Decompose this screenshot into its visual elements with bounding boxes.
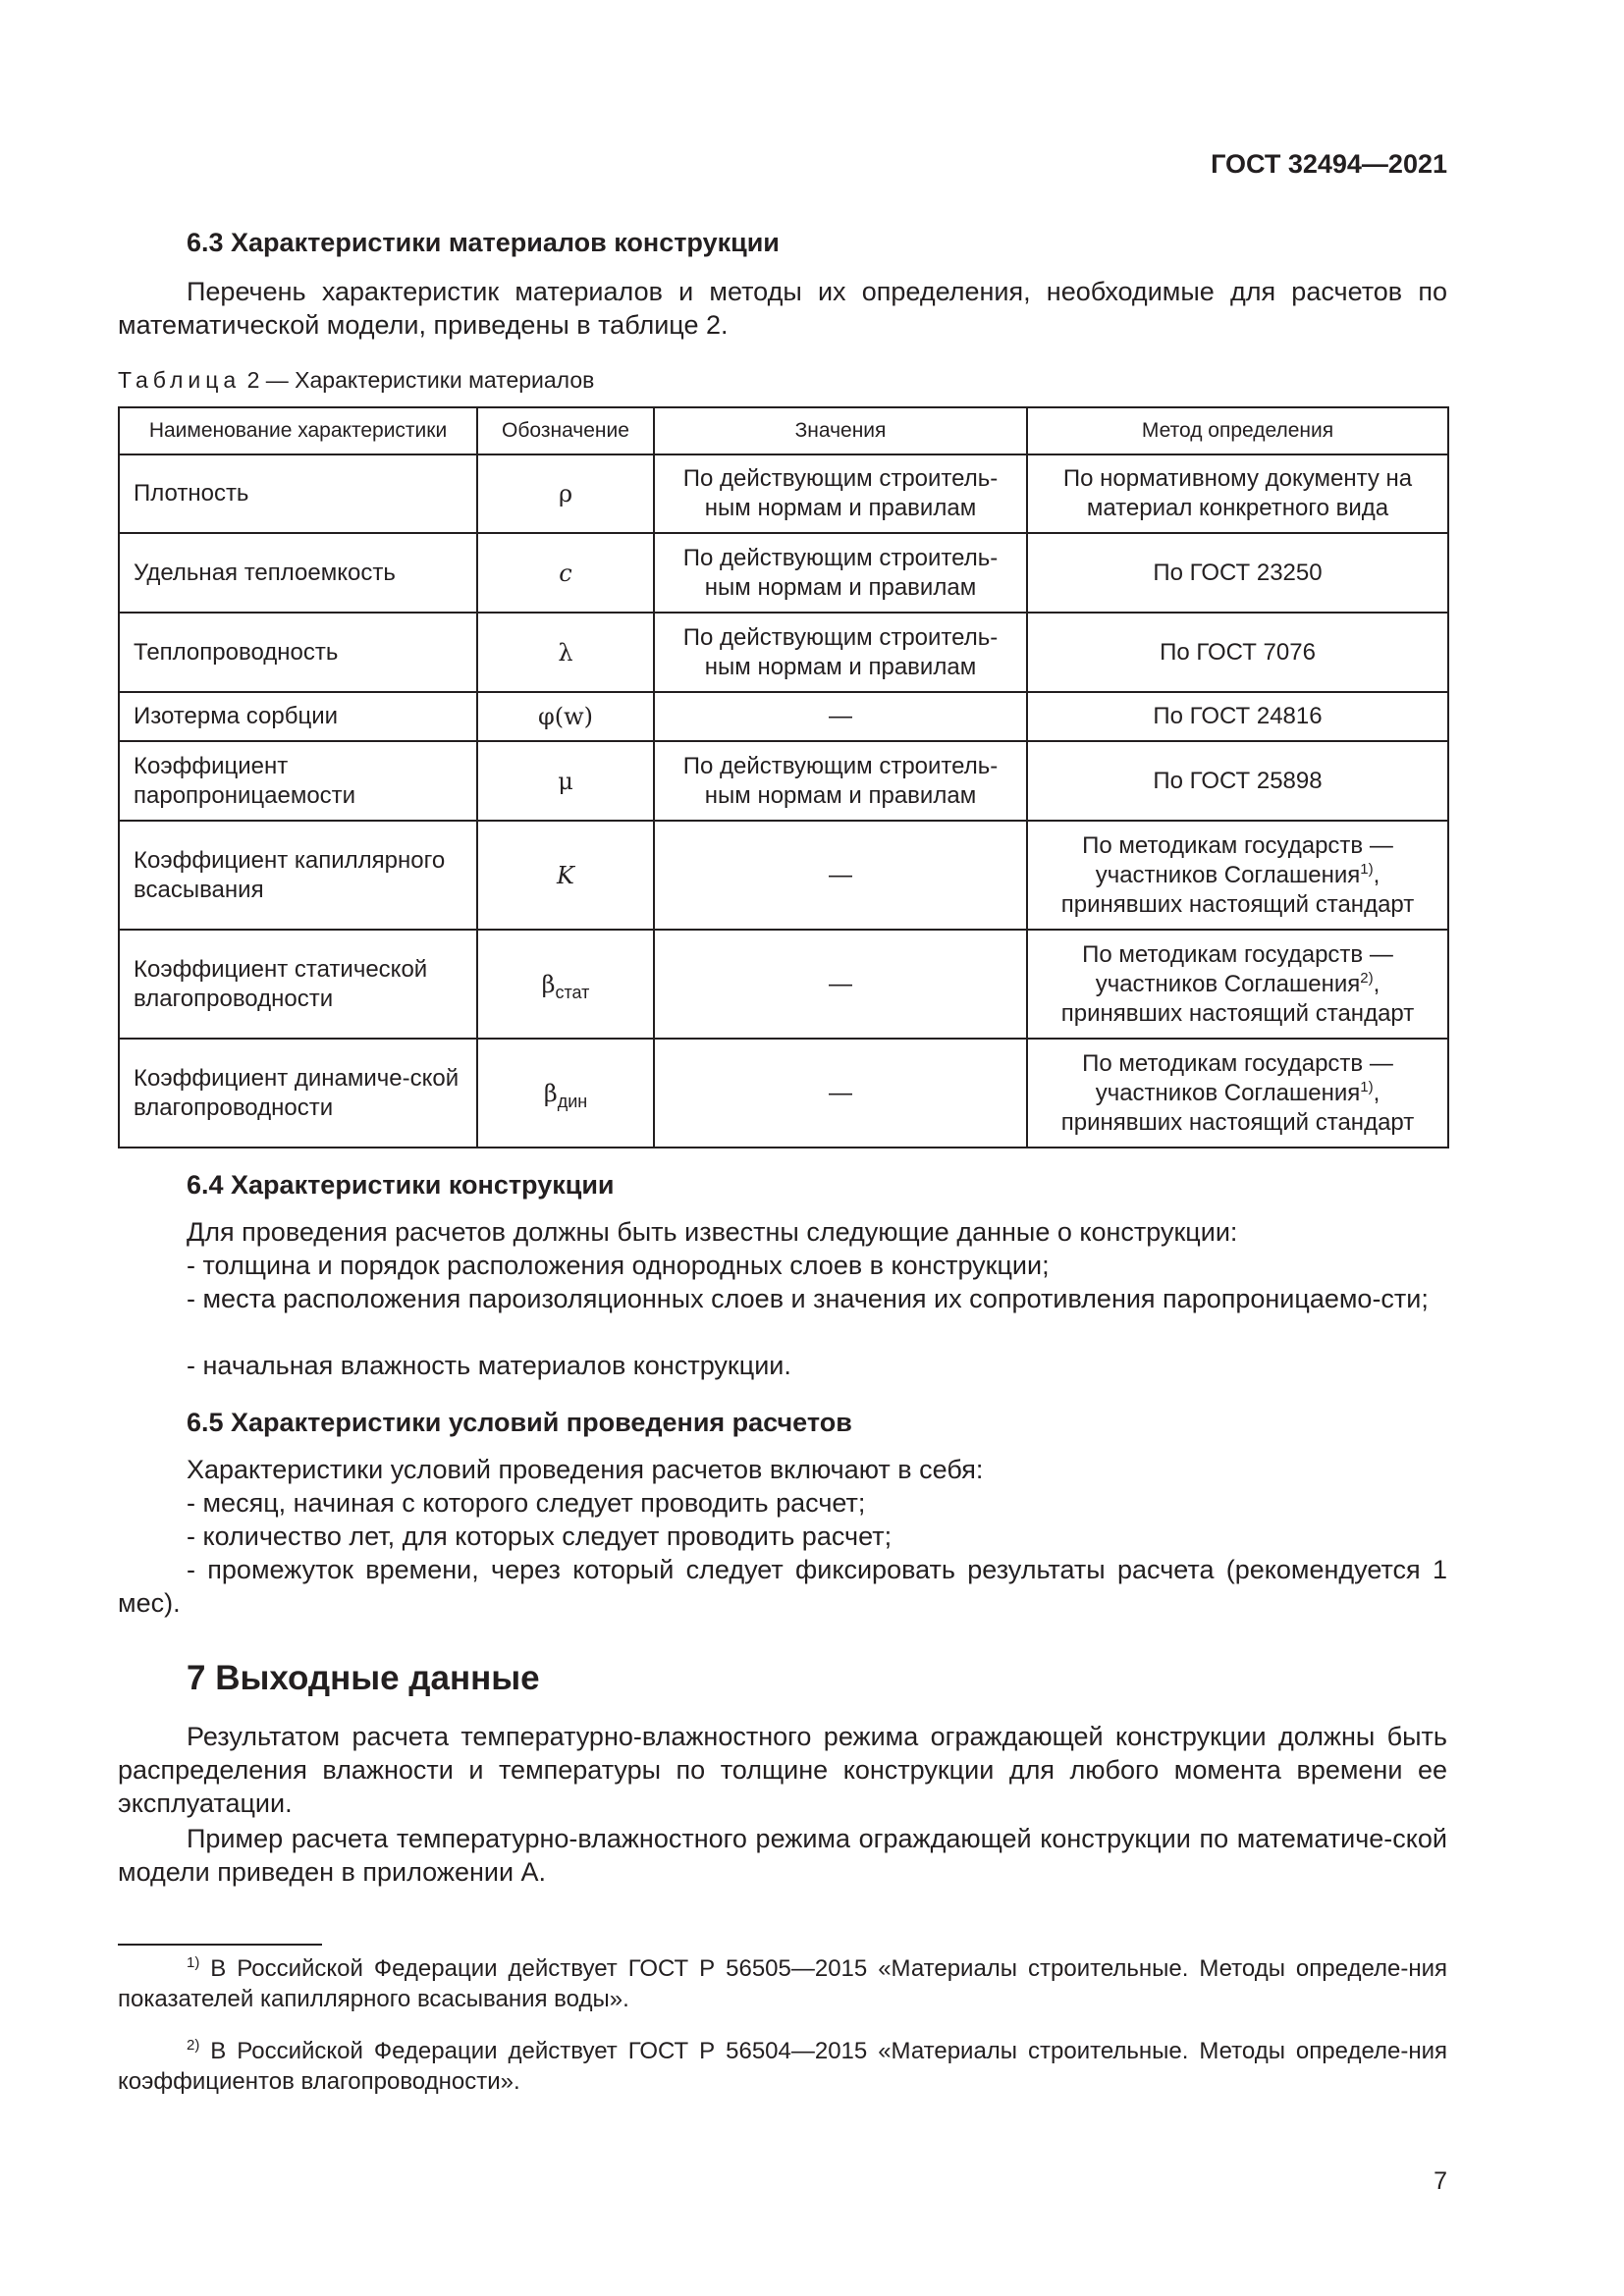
table-row [119,930,1448,1039]
footnote [118,2036,1447,2097]
table-cell-name: Коэффициент капиллярного всасывания [119,821,477,930]
table-cell-method: По ГОСТ 24816 [1027,692,1448,741]
list-item: - места расположения пароизоляционных слоев и значения их сопротивления паропроницаемо-сти; [187,1284,1429,1313]
table-caption-title: 2 — Характеристики материалов [246,367,595,393]
table-row [119,741,1448,821]
table-cell-symbol: ρ [477,454,654,533]
table-cell-symbol [477,1039,654,1148]
table-row [119,692,1448,741]
table-row [119,454,1448,533]
table-cell-values: По действующим строитель-ным нормам и правилам [654,741,1027,821]
method-text-tail: , принявших настоящий стандарт [1060,970,1415,1027]
table-cell-symbol: K [477,821,654,930]
method-text-tail: , принявших настоящий стандарт [1060,1079,1415,1136]
table-cell-method [1027,930,1448,1039]
table-cell-values: — [654,821,1027,930]
table-cell-method [1027,821,1448,930]
table-cell-symbol: μ [477,741,654,821]
table-cell-values: По действующим строитель-ным нормам и правилам [654,454,1027,533]
footnote-text: В Российской Федерации действует ГОСТ Р 56504—2015 «Материалы строительные. Методы определе-ния коэффициентов влагопроводности». [118,2038,1447,2095]
footnote-text: В Российской Федерации действует ГОСТ Р 56505—2015 «Материалы строительные. Методы определе-ния показателей капиллярного всасывания воды». [118,1955,1447,2012]
symbol-base: β [541,970,556,998]
method-text: По методикам государств — участников Соглашения [1082,940,1393,997]
footnote-mark: 2) [187,2037,200,2054]
section-6-5-intro: Характеристики условий проведения расчетов включают в себя: [187,1455,984,1484]
materials-table [118,406,1449,1148]
table-header-row [119,407,1448,454]
symbol-base: β [543,1079,558,1107]
table-caption-label: Таблица [118,367,242,393]
table-cell-name: Изотерма сорбции [119,692,477,741]
table-cell-method: По ГОСТ 25898 [1027,741,1448,821]
table-cell-method [1027,1039,1448,1148]
table-cell-values: По действующим строитель-ным нормам и правилам [654,613,1027,692]
table-cell-symbol [477,930,654,1039]
section-6-4-intro: Для проведения расчетов должны быть известны следующие данные о конструкции: [187,1217,1238,1247]
table-cell-values: — [654,1039,1027,1148]
list-item: - начальная влажность материалов конструкции. [187,1351,791,1380]
method-text: По методикам государств — участников Соглашения [1082,1049,1393,1106]
document-code: ГОСТ 32494—2021 [1211,149,1447,179]
column-header: Обозначение [477,407,654,454]
table-cell-method: По нормативному документу на материал конкретного вида [1027,454,1448,533]
footnote-mark: 1) [187,1954,200,1971]
table-caption [118,367,594,394]
column-header: Значения [654,407,1027,454]
column-header: Метод определения [1027,407,1448,454]
section-6-4-heading: 6.4 Характеристики конструкции [187,1170,615,1200]
table-cell-symbol: c [477,533,654,613]
footnote [118,1953,1447,2014]
list-item: - промежуток времени, через который следует фиксировать результаты расчета (рекомендуется 1 мес). [118,1555,1447,1618]
section-7-paragraph: Пример расчета температурно-влажностного режима ограждающей конструкции по математиче-ской модели приведен в приложении А. [118,1824,1447,1887]
table-cell-name: Удельная теплоемкость [119,533,477,613]
table-cell-name: Теплопроводность [119,613,477,692]
footnote-ref: 1) [1360,1078,1374,1095]
table-row [119,821,1448,930]
footnote-ref: 2) [1360,969,1374,987]
table-cell-method: По ГОСТ 7076 [1027,613,1448,692]
table-cell-values: По действующим строитель-ным нормам и правилам [654,533,1027,613]
symbol-subscript: стат [555,982,590,1002]
list-item: - месяц, начиная с которого следует проводить расчет; [187,1488,866,1518]
table-cell-name: Коэффициент паропроницаемости [119,741,477,821]
method-text: По методикам государств — участников Соглашения [1082,831,1393,888]
table-cell-symbol: λ [477,613,654,692]
table-cell-values: — [654,692,1027,741]
symbol-subscript: дин [557,1091,588,1111]
list-item: - количество лет, для которых следует проводить расчет; [187,1522,893,1551]
table-cell-name: Коэффициент статической влагопроводности [119,930,477,1039]
table-cell-name: Коэффициент динамиче-ской влагопроводности [119,1039,477,1148]
table-cell-values: — [654,930,1027,1039]
section-6-3-heading: 6.3 Характеристики материалов конструкции [187,228,780,257]
section-6-5-heading: 6.5 Характеристики условий проведения расчетов [187,1408,852,1437]
section-7-heading: 7 Выходные данные [187,1659,540,1697]
section-6-3-text: Перечень характеристик материалов и методы их определения, необходимые для расчетов по математической модели, приведены в таблице 2. [118,277,1447,340]
footnote-divider [118,1944,322,1946]
table-row [119,533,1448,613]
table-cell-symbol: φ(w) [477,692,654,741]
table-cell-method: По ГОСТ 23250 [1027,533,1448,613]
footnote-ref: 1) [1360,860,1374,878]
column-header: Наименование характеристики [119,407,477,454]
table-row [119,1039,1448,1148]
page-number: 7 [1434,2167,1447,2195]
list-item: - толщина и порядок расположения однородных слоев в конструкции; [187,1251,1050,1280]
table-row [119,613,1448,692]
section-7-paragraph: Результатом расчета температурно-влажностного режима ограждающей конструкции должны быть распределения влажности и температуры по толщине конструкции для любого момента времени ее эксплуатации. [118,1722,1447,1818]
method-text-tail: , принявших настоящий стандарт [1060,861,1415,918]
table-cell-name: Плотность [119,454,477,533]
